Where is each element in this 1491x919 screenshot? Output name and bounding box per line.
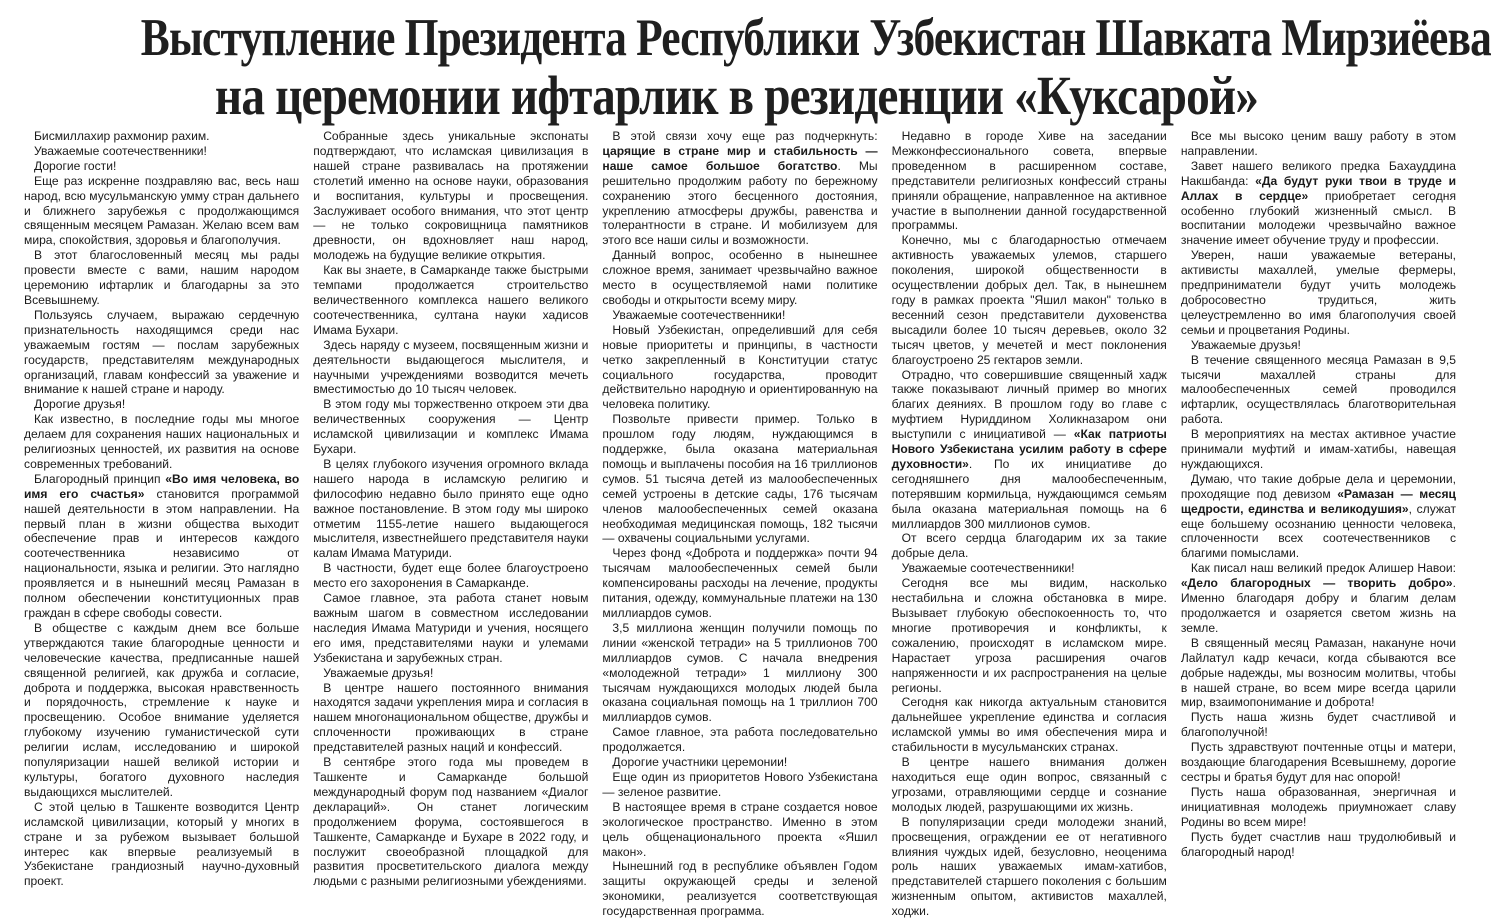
article-paragraph — [892, 755, 1167, 815]
article-paragraph — [313, 263, 588, 338]
article-column-1 — [24, 129, 300, 889]
article-paragraph — [602, 859, 877, 919]
article-paragraph — [24, 621, 299, 800]
text-run: В настоящее время в стране создается новое экологическое пространство. Именно в этом цель общенационального проекта «Яшил макон». — [602, 799, 878, 859]
article-paragraph — [1181, 338, 1456, 353]
text-run: становится программой нашей деятельности в этом направлении. На первый план в жизни общества выходит обеспечение прав и интересов каждого соотечественника независимо от национальности, языка и религии. Это наглядно проявляется и в нынешний месяц Рамазан в полном обеспечении конституционных прав граждан в сфере свободы совести. — [24, 486, 300, 620]
text-run: Через фонд «Доброта и поддержка» почти 94 тысячам малообеспеченных семей были компенсированы расходы на лечение, продукты питания, одежду, коммунальные платежи на 130 миллиардов сумов. — [602, 546, 878, 620]
text-run: Как писал наш великий предок Алишер Навои: — [1190, 561, 1457, 576]
article-paragraph — [1181, 427, 1456, 472]
text-run: В этом году мы торжественно откроем эти два величественных сооружения — Центр исламской цивилизации и комплекс Имама Бухари. — [313, 397, 589, 457]
article-paragraph — [313, 457, 588, 561]
article-paragraph — [313, 129, 588, 263]
bold-quote: царящие в стране мир и стабильность — наше самое большое богатство — [602, 143, 878, 173]
article-paragraph — [1181, 129, 1456, 159]
text-run: В центре нашего внимания должен находиться еще один вопрос, связанный с угрозами, отравляющими сердце и сознание молодых людей, разрушающими их жизнь. — [891, 755, 1167, 814]
text-run: В мероприятиях на местах активное участие принимали муфтий и имам-хатибы, навещая нуждающихся. — [1180, 427, 1457, 471]
text-run: Пусть здравствуют почтенные отцы и матери, воздающие благодарения Всевышнему, дорогие сестры и братья будут для нас опорой! — [1180, 740, 1457, 784]
text-run: . Мы решительно продолжим работу по бережному сохранению этого бесценного достояния, укреплению атмосферы дружбы, равенства и толерантности в стране. И мобилизуем для этого все наши силы и возможности. — [602, 158, 878, 248]
text-run: , служат еще большему осознанию ценности человека, сплоченности всех соотечественников с благими помыслами. — [1180, 501, 1457, 561]
article-paragraph — [24, 174, 299, 249]
text-run: В популяризации среди молодежи знаний, просвещения, ограждении ее от негативного влияния чуждых идей, безусловно, неоценима роль наших уважаемых имам-хатибов, представителей старшего поколения с большим жизненным опытом, активистов махаллей, ходжи. — [891, 814, 1167, 919]
text-run: В священный месяц Рамазан, накануне ночи Лайлатул кадр кечаси, когда сбываются все добрые надежды, мы возносим молитвы, чтобы в нашей стране, во всем мире всегда царили мир, взаимопонимание и доброта! — [1180, 635, 1457, 710]
article-paragraph — [1181, 830, 1456, 860]
text-run: Дорогие друзья! — [34, 397, 126, 412]
article-column-3 — [602, 129, 878, 919]
text-run: Еще один из приоритетов Нового Узбекистана — зеленое развитие. — [602, 769, 878, 799]
article-paragraph — [313, 755, 588, 889]
article-paragraph — [602, 248, 877, 308]
article-paragraph — [602, 308, 877, 323]
bold-quote: «Да будут руки твои в труде и Аллах в сердце» — [1180, 173, 1457, 203]
text-run: В этой связи хочу еще раз подчеркнуть: — [612, 129, 878, 143]
text-run: Самое главное, эта работа последовательно продолжается. — [602, 725, 878, 755]
text-run: Пусть наша образованная, энергичная и инициативная молодежь приумножает славу Родины во всем мире! — [1180, 784, 1457, 829]
text-run: В обществе с каждым днем все больше утверждаются такие благородные ценности и человеческие качества, предписанные нашей священной религией, как дружба и согласие, доброта и поддержка, высокая нравственность и порядочность, стремление к науке и просвещению. Особое внимание уделяется глубокому изучению гуманистической сути религии ислам, исследованию и широкой популяризации нашей великой истории и культуры, богатого духовного наследия выдающихся мыслителей. — [24, 620, 300, 799]
text-run: Еще раз искренне поздравляю вас, весь наш народ, всю мусульманскую умму стран дальнего и ближнего зарубежья с продолжающимся священным месяцем Рамазан. Желаю всем вам мира, спокойствия, здоровья и благополучия. — [24, 173, 300, 248]
text-run: приобретает сегодня особенно глубокий жизненный смысл. В воспитании молодежи чрезвычайно важное значение имеет обучение труду и профессии. — [1180, 188, 1457, 248]
text-run: Как вы знаете, в Самарканде также быстрыми темпами продолжается строительство величественного комплекса нашего великого соотечественника, султана науки хадисов Имама Бухари. — [313, 263, 589, 337]
text-run: Сегодня как никогда актуальным становится дальнейшее укрепление единства и согласия исламской уммы во имя обеспечения мира и стабильности в мусульманских странах. — [891, 695, 1167, 755]
article-paragraph — [1181, 159, 1456, 248]
article-paragraph — [602, 800, 877, 860]
article-paragraph — [1181, 785, 1456, 830]
bold-quote: «Дело благородных — творить добро» — [1180, 576, 1453, 591]
article-paragraph — [24, 159, 299, 174]
article-paragraph — [602, 725, 877, 755]
article-column-2 — [313, 129, 589, 889]
text-run: Сегодня все мы видим, насколько нестабильна и сложна обстановка в мире. Вызывает глубокую обеспокоенность то, что многие противоречия и конфликты, к сожалению, происходят в исламском мире. Нарастает угроза расширения очагов напряженности и их распространения на целые регионы. — [891, 576, 1167, 695]
article-paragraph — [24, 412, 299, 472]
article-paragraph — [313, 561, 588, 591]
article-paragraph — [1181, 740, 1456, 785]
text-run: Как известно, в последние годы мы многое делаем для сохранения наших национальных и религиозных ценностей, их развития на основе современных требований. — [24, 412, 300, 471]
article-paragraph — [1181, 472, 1456, 561]
text-run: В целях глубокого изучения огромного вклада нашего народа в исламскую религию и философию недавно было принято еще одно важное постановление. В этом году мы широко отметим 1155-летие нашего выдающегося мыслителя, известнейшего представителя науки калам Имама Матуриди. — [313, 456, 589, 561]
article-paragraph — [602, 755, 877, 770]
text-run: От всего сердца благодарим их за такие добрые дела. — [891, 531, 1167, 561]
article-paragraph — [602, 546, 877, 621]
text-run: В течение священного месяца Рамазан в 9,5 тысячи махаллей страны для малообеспеченных семей проводился ифтарлик, осуществлялась благотворительная работа. — [1180, 352, 1457, 427]
text-run: Уважаемые друзья! — [323, 665, 434, 680]
article-column-4 — [891, 129, 1167, 919]
article-paragraph — [892, 368, 1167, 532]
article-paragraph — [892, 561, 1167, 576]
article-paragraph — [313, 397, 588, 457]
text-run: Уверен, наши уважаемые ветераны, активисты махаллей, умелые фермеры, предприниматели будут учить молодежь добросовестно трудиться, жить целеустремленно во имя благополучия своей семьи и процветания Родины. — [1180, 248, 1457, 337]
bold-quote: «Рамазан — месяц щедрости, единства и великодушия» — [1180, 486, 1456, 516]
text-run: Дорогие участники церемонии! — [612, 755, 788, 770]
article-paragraph — [892, 129, 1167, 233]
article-paragraph — [1181, 248, 1456, 337]
article-paragraph — [1181, 353, 1456, 428]
article-paragraph — [892, 531, 1167, 561]
text-run: 3,5 миллиона женщин получили помощь по линии «женской тетради» на 5 триллионов 700 миллиардов сумов. С начала внедрения «молодежной тетради» 1 миллиону 300 тысячам нуждающихся молодых людей была оказана социальная помощь на 1 триллион 700 миллиардов сумов. — [602, 620, 878, 725]
text-run: Все мы высоко ценим вашу работу в этом направлении. — [1180, 129, 1457, 158]
article-paragraph — [24, 144, 299, 159]
text-run: Недавно в городе Хиве на заседании Межконфессионального совета, впервые проведенном в расширенном составе, представители религиозных конфессий страны приняли обращение, направленное на активное участие в выполнении данной государственной программы. — [891, 129, 1167, 233]
text-run: В сентябре этого года мы проведем в Ташкенте и Самарканде большой международный форум под названием «Диалог деклараций». Он станет логическим продолжением форума, состоявшегося в Ташкенте, Самарканде и Бухаре в 2022 году, и послужит своеобразной площадкой для развития просветительского диалога между людьми с разными религиозными убеждениями. — [313, 755, 589, 889]
text-run: В центре нашего постоянного внимания находятся задачи укрепления мира и согласия в нашем многонациональном обществе, дружбы и сплоченности проживающих в стране представителей разных наций и конфессий. — [313, 680, 589, 755]
article-paragraph — [313, 681, 588, 756]
text-run: Данный вопрос, особенно в нынешнее сложное время, занимает чрезвычайно важное место в осуществляемой нами политике свободы и открытости всему миру. — [602, 248, 878, 307]
article-paragraph — [24, 397, 299, 412]
article-paragraph — [602, 412, 877, 546]
text-run: Дорогие гости! — [34, 158, 117, 173]
article-paragraph — [24, 129, 299, 144]
text-run: Позвольте привести пример. Только в прошлом году людям, нуждающимся в поддержке, была оказана материальная помощь и выплачены пособия на 16 триллионов сумов. 51 тысяча детей из малообеспеченных семей устроены в детские сады, 176 тысячам членов малообеспеченных семей оказана необходимая медицинская помощь, 182 тысячи — охвачены социальными услугами. — [602, 412, 878, 546]
article-column-5 — [1180, 129, 1457, 859]
article-paragraph — [24, 472, 299, 621]
article-paragraph — [1181, 636, 1456, 711]
article-paragraph — [1181, 561, 1456, 636]
article-paragraph — [24, 800, 299, 889]
article-paragraph — [24, 248, 299, 308]
text-run: Бисмиллахир рахмонир рахим. — [34, 129, 210, 143]
article-paragraph — [313, 666, 588, 681]
article-paragraph — [892, 233, 1167, 367]
article-paragraph — [602, 621, 877, 725]
text-run: . Именно благодаря добру и благим делам продолжается и озаряется светом жизнь на земле. — [1180, 576, 1457, 635]
text-run: Новый Узбекистан, определивший для себя новые приоритеты и принципы, в частности четко закрепленный в Конституции статус социального государства, проводит действительно народную и ориентированную на человека политику. — [602, 322, 878, 412]
text-run: Завет нашего великого предка Бахауддина Накшбанда: — [1180, 158, 1457, 188]
text-run: Уважаемые друзья! — [1190, 337, 1301, 352]
headline-line-1: Выступление Президента Республики Узбекистан Шавката Мирзиёева — [140, 9, 1491, 67]
text-run: Здесь наряду с музеем, посвященным жизни и деятельности выдающегося мыслителя, и научными учреждениями возводится мечеть вместимостью до 10 тысяч человек. — [313, 337, 589, 397]
text-run: Уважаемые соотечественники! — [34, 143, 207, 158]
text-run: Думаю, что такие добрые дела и церемонии, проходящие под девизом — [1180, 471, 1457, 501]
text-run: Пусть наша жизнь будет счастливой и благополучной! — [1180, 710, 1457, 740]
article-paragraph — [313, 591, 588, 666]
article-paragraph — [892, 695, 1167, 755]
article-paragraph — [1181, 710, 1456, 740]
bold-quote: «Как патриоты Нового Узбекистана усилим работу в сфере духовности» — [891, 427, 1167, 471]
text-run: Конечно, мы с благодарностью отмечаем активность уважаемых улемов, старшего поколения, широкой общественности в осуществлении добрых дел. Так, в нынешнем году в рамках проекта "Яшил макон" только в весенний сезон представители духовенства высадили более 10 тысяч деревьев, около 32 тысяч цветов, у мечетей и мест поклонения благоустроено 25 гектаров земли. — [891, 233, 1167, 367]
text-run: Уважаемые соотечественники! — [612, 307, 786, 322]
text-run: Отрадно, что совершившие священный хадж также показывают личный пример во многих благих деяниях. В прошлом году во главе с муфтием Нуриддином Холикназаром они выступили с инициативой — — [891, 367, 1167, 442]
text-run: Пусть будет счастлив наш трудолюбивый и благородный народ! — [1180, 829, 1457, 859]
text-run: С этой целью в Ташкенте возводится Центр исламской цивилизации, который у многих в стране и за рубежом вызывает большой интерес как впервые реализуемый в Узбекистане грандиозный научно-духовный проект. — [24, 799, 300, 889]
article-paragraph — [892, 576, 1167, 695]
article-paragraph — [313, 338, 588, 398]
article-paragraph — [602, 770, 877, 800]
headline-line-2: на церемонии ифтарлик в резиденции «Куксарой» — [214, 65, 1259, 126]
text-run: Пользуясь случаем, выражаю сердечную признательность находящимся среди нас уважаемым гостям — послам зарубежных государств, представителям международных организаций, главам конфессий за уважение и внимание к нашей стране и народу. — [24, 307, 300, 397]
text-run: Собранные здесь уникальные экспонаты подтверждают, что исламская цивилизация в нашей стране развивалась на протяжении столетий именно на основе науки, образования и воспитания, культуры и просвещения. Заслуживает особого внимания, что этот центр — не только сокровищница памятников древности, он вдохновляет наш народ, молодежь на будущие великие открытия. — [313, 129, 589, 263]
article-paragraph — [24, 308, 299, 397]
text-run: Благородный принцип — [34, 471, 166, 486]
text-run: . По их инициативе до сегодняшнего дня малообеспеченным, потерявшим кормильца, нуждающимся семьям была оказана материальная помощь на 6 миллиардов 300 миллионов сумов. — [891, 456, 1167, 531]
article-paragraph — [602, 323, 877, 412]
text-run: Уважаемые соотечественники! — [901, 561, 1075, 576]
text-run: В частности, будет еще более благоустроено место его захоронения в Самарканде. — [313, 561, 589, 591]
bold-quote: «Во имя человека, во имя его счастья» — [24, 471, 300, 501]
text-run: Нынешний год в республике объявлен Годом защиты окружающей среды и зеленой экономики, реализуется соответствующая государственная программа. — [602, 859, 878, 919]
article-paragraph — [602, 129, 877, 248]
text-run: Самое главное, эта работа станет новым важным шагом в совместном исследовании наследия Имама Матуриди и учения, носящего его имя, представителями науки и улемами Узбекистана и зарубежных стран. — [313, 591, 589, 665]
text-run: В этот благословенный месяц мы рады провести вместе с вами, нашим народом церемонию ифтарлик и благодарны за это Всевышнему. — [24, 248, 300, 307]
article-columns — [24, 129, 1457, 919]
article-paragraph — [892, 815, 1167, 919]
